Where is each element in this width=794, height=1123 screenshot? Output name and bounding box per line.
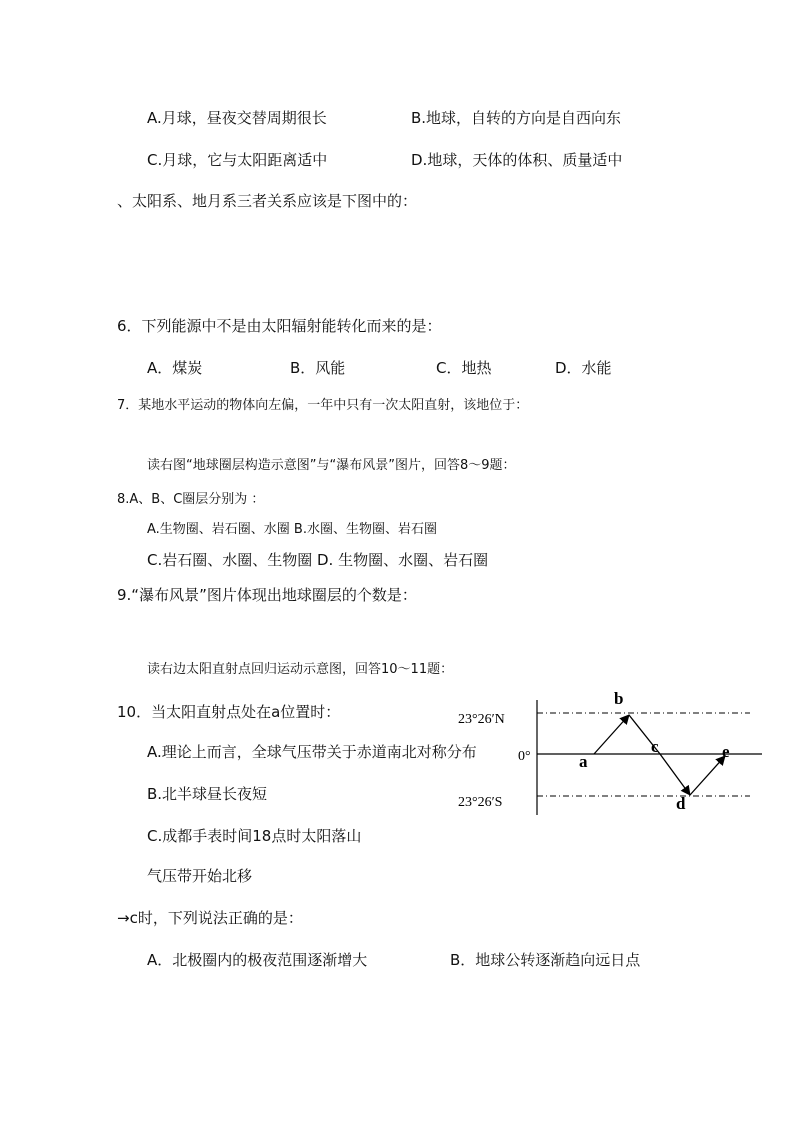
question-10-option-a: A.理论上而言，全球气压带关于赤道南北对称分布 bbox=[147, 743, 477, 761]
option-c-moon-distance: C.月球，它与太阳距离适中 bbox=[147, 151, 328, 169]
question-7-stem: 7．某地水平运动的物体向左偏，一年中只有一次太阳直射，该地位于： bbox=[117, 398, 529, 413]
question-11-stem: →c时，下列说法正确的是： bbox=[117, 909, 303, 927]
question-10-stem: 10．当太阳直射点处在a位置时： bbox=[117, 703, 341, 721]
question-6-option-d: D．水能 bbox=[555, 359, 612, 377]
question-10-option-d: 气压带开始北移 bbox=[147, 867, 253, 885]
question-10-option-b: B.北半球昼长夜短 bbox=[147, 785, 268, 803]
reading-prompt-10-11: 读右边太阳直射点回归运动示意图，回答10～11题： bbox=[147, 662, 454, 677]
question-11-option-b: B．地球公转逐渐趋向远日点 bbox=[450, 951, 641, 969]
question-10-option-c: C.成都手表时间18点时太阳落山 bbox=[147, 827, 362, 845]
question-6-stem: 6．下列能源中不是由太阳辐射能转化而来的是： bbox=[117, 317, 442, 335]
point-e-label: e bbox=[722, 742, 730, 761]
question-9-stem: 9.“瀑布风景”图片体现出地球圈层的个数是： bbox=[117, 586, 417, 604]
question-8-options-ab: A.生物圈、岩石圈、水圈 B.水圈、生物圈、岩石圈 bbox=[147, 522, 437, 537]
point-d-label: d bbox=[676, 794, 686, 813]
arrow-d-to-e bbox=[690, 756, 725, 795]
question-6-option-b: B．风能 bbox=[290, 359, 346, 377]
option-b-earth-rotation: B.地球，自转的方向是自西向东 bbox=[411, 109, 622, 127]
question-8-stem: 8.A、B、C圈层分别为 ： bbox=[117, 492, 265, 507]
tropic-north-label: 23°26′N bbox=[458, 712, 505, 727]
option-d-earth-size: D.地球，天体的体积、质量适中 bbox=[411, 151, 623, 169]
arrow-a-to-b bbox=[594, 715, 629, 754]
question-11-option-a: A．北极圈内的极夜范围逐渐增大 bbox=[147, 951, 368, 969]
equator-label: 0° bbox=[518, 749, 531, 764]
point-c-label: c bbox=[651, 737, 659, 756]
question-6-option-a: A．煤炭 bbox=[147, 359, 203, 377]
arrow-c-to-d bbox=[660, 754, 690, 795]
point-a-label: a bbox=[579, 752, 588, 771]
question-6-option-c: C．地热 bbox=[436, 359, 492, 377]
option-a-moon-day-night: A.月球，昼夜交替周期很长 bbox=[147, 109, 327, 127]
point-b-label: b bbox=[614, 689, 624, 708]
reading-prompt-8-9: 读右图“地球圈层构造示意图”与“瀑布风景”图片，回答8～9题： bbox=[147, 458, 516, 473]
question-8-options-cd: C.岩石圈、水圈、生物圈 D. 生物圈、水圈、岩石圈 bbox=[147, 551, 489, 569]
question-5-stem: 、太阳系、地月系三者关系应该是下图中的： bbox=[117, 192, 418, 210]
tropic-south-label: 23°26′S bbox=[458, 795, 503, 810]
